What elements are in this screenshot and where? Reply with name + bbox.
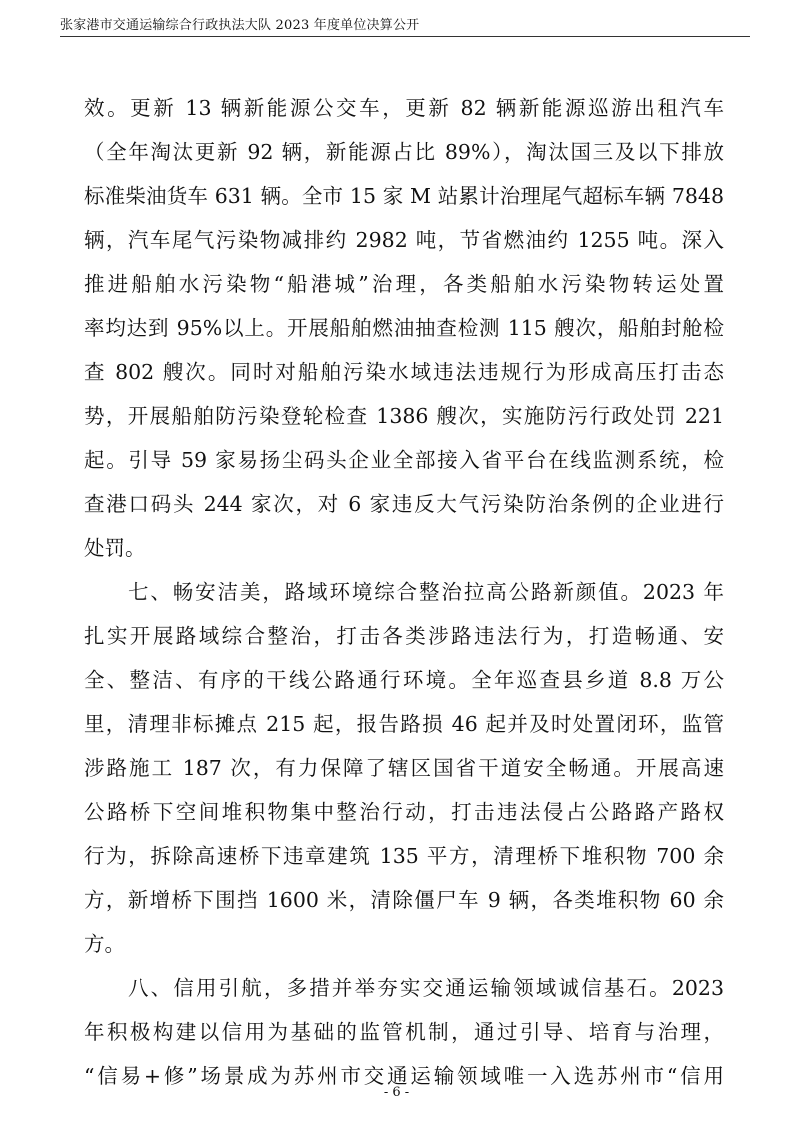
body-line: 起。引导 59 家易扬尘码头企业全部接入省平台在线监测系统，检	[84, 448, 724, 472]
body-line: 率均达到 95%以上。开展船舶燃油抽查检测 115 艘次，船舶封舱检	[84, 316, 724, 340]
body-line: 涉路施工 187 次，有力保障了辖区国省干道安全畅通。开展高速	[84, 756, 724, 780]
body-line: 行为，拆除高速桥下违章建筑 135 平方，清理桥下堆积物 700 余	[84, 844, 724, 868]
page-number: - 6 -	[383, 1085, 410, 1100]
body-line: 势，开展船舶防污染登轮检查 1386 艘次，实施防污行政处罚 221	[84, 404, 724, 428]
body-line: 全、整洁、有序的干线公路通行环境。全年巡查县乡道 8.8 万公	[84, 668, 724, 692]
body-line: 方。	[84, 932, 125, 956]
page-header	[60, 6, 750, 37]
body-line: 推进船舶水污染物“船港城”治理，各类船舶水污染物转运处置	[84, 272, 724, 296]
body-line: 查港口码头 244 家次，对 6 家违反大气污染防治条例的企业进行	[84, 492, 724, 516]
body-line: 查 802 艘次。同时对船舶污染水域违法违规行为形成高压打击态	[84, 360, 724, 384]
header-title: 张家港市交通运输综合行政执法大队 2023 年度单位决算公开	[60, 18, 420, 33]
body-line: “信易+修”场景成为苏州市交通运输领域唯一入选苏州市“信用	[84, 1064, 724, 1088]
body-line: 扎实开展路域综合整治，打击各类涉路违法行为，打造畅通、安	[84, 624, 724, 648]
body-line: 年积极构建以信用为基础的监管机制，通过引导、培育与治理，	[84, 1020, 724, 1044]
body-line: 里，清理非标摊点 215 起，报告路损 46 起并及时处置闭环，监管	[84, 712, 724, 736]
body-line: 标准柴油货车 631 辆。全市 15 家 M 站累计治理尾气超标车辆 7848	[84, 184, 724, 208]
section-heading-line: 七、畅安洁美，路域环境综合整治拉高公路新颜值。2023 年	[128, 580, 724, 604]
body-line: 方，新增桥下围挡 1600 米，清除僵尸车 9 辆，各类堆积物 60 余	[84, 888, 724, 912]
body-line: 效。更新 13 辆新能源公交车，更新 82 辆新能源巡游出租汽车	[84, 96, 724, 120]
body-line: 公路桥下空间堆积物集中整治行动，打击违法侵占公路路产路权	[84, 800, 724, 824]
body-line: 辆，汽车尾气污染物减排约 2982 吨，节省燃油约 1255 吨。深入	[84, 228, 724, 252]
section-heading-line: 八、信用引航，多措并举夯实交通运输领域诚信基石。2023	[128, 976, 724, 1000]
document-body	[84, 86, 724, 1098]
body-line: 处罚。	[84, 536, 146, 560]
body-line: （全年淘汰更新 92 辆，新能源占比 89%），淘汰国三及以下排放	[84, 140, 724, 164]
